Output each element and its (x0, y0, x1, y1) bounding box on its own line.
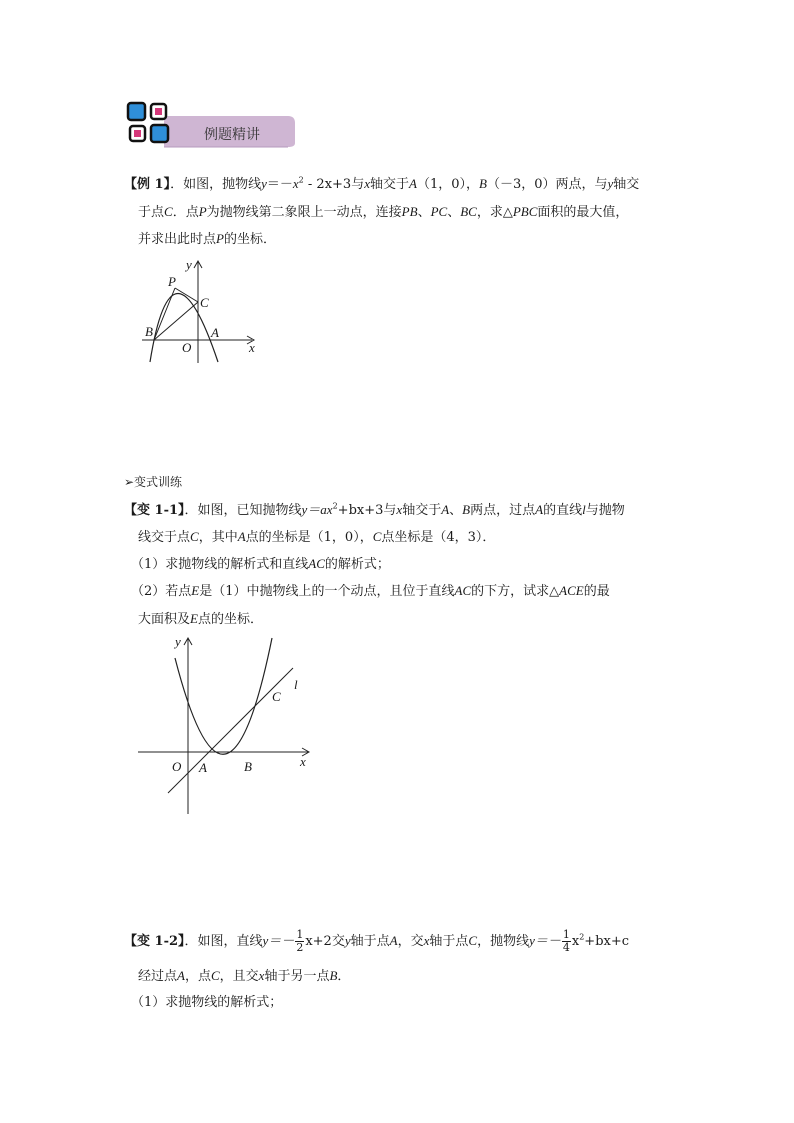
ex1-label-A: A (211, 325, 219, 340)
ex1-label-P: P (168, 274, 176, 289)
v12-label: 【变 1-2】 (124, 934, 185, 949)
v11-label-B: B (244, 759, 252, 774)
v11-label-O: O (172, 759, 182, 774)
v11-label-y: y (175, 634, 181, 649)
v11-label-x: x (300, 754, 306, 769)
ex1-line1: 【例 1】．如图，抛物线$y=-x^2 - 2x+3$与x轴交于A（1，0），B（－3，0）两点，与y轴交 (124, 175, 640, 192)
v11-line2: 线交于点C，其中A点的坐标是（1，0），C点坐标是（4，3）． (138, 529, 496, 545)
ex1-line3: 并求出此时点P的坐标． (138, 231, 276, 247)
ex1-parabola-graph (130, 255, 265, 370)
ex1-label-x: x (249, 340, 255, 355)
v12-fraction-1: $\frac{1}{2}$ (296, 928, 304, 954)
ex1-label-C: C (200, 295, 209, 310)
v11-label-C: C (272, 689, 281, 704)
v11-q2: （2）若点E是（1）中抛物线上的一个动点，且位于直线AC的下方，试求△ACE的最 (131, 583, 610, 599)
ex1-label-O: O (182, 340, 192, 355)
v12-fraction-2: $\frac{1}{4}$ (562, 928, 570, 954)
ex1-label-y: y (186, 257, 192, 272)
squares-logo-icon (128, 103, 168, 142)
section-banner (124, 99, 299, 151)
v12-line2: 经过点A，点C，且交x轴于另一点B． (138, 968, 351, 984)
ex1-label-B: B (145, 324, 153, 339)
v12-line1: 【变 1-2】．如图，直线y＝－ $\frac{1}{2}$ x+2交y轴于点A，交x轴于点C，抛物线y＝－ $\frac{1}{4}$ $x^2+bx+c$ (124, 928, 630, 954)
ex1-label: 【例 1】 (124, 177, 171, 192)
v11-label-l: l (294, 677, 298, 692)
v11-label-A: A (199, 760, 207, 775)
v11-q2-cont: 大面积及E点的坐标． (138, 611, 263, 627)
v11-q1: （1）求抛物线的解析式和直线AC的解析式； (131, 556, 390, 572)
v11-label: 【变 1-1】 (124, 503, 185, 518)
variant-heading: ➢变式训练 (124, 475, 183, 489)
v12-q1: （1）求抛物线的解析式； (131, 995, 283, 1010)
v11-line1: 【变 1-1】．如图，已知抛物线$y=ax^2+bx+3$与x轴交于A、B两点，过点A的直线l与抛物 (124, 501, 625, 518)
v11-parabola-graph (130, 630, 320, 820)
banner-title: 例题精讲 (204, 127, 260, 143)
ex1-line2: 于点C．点P为抛物线第二象限上一动点，连接PB、PC、BC，求△PBC面积的最大值， (138, 204, 629, 220)
